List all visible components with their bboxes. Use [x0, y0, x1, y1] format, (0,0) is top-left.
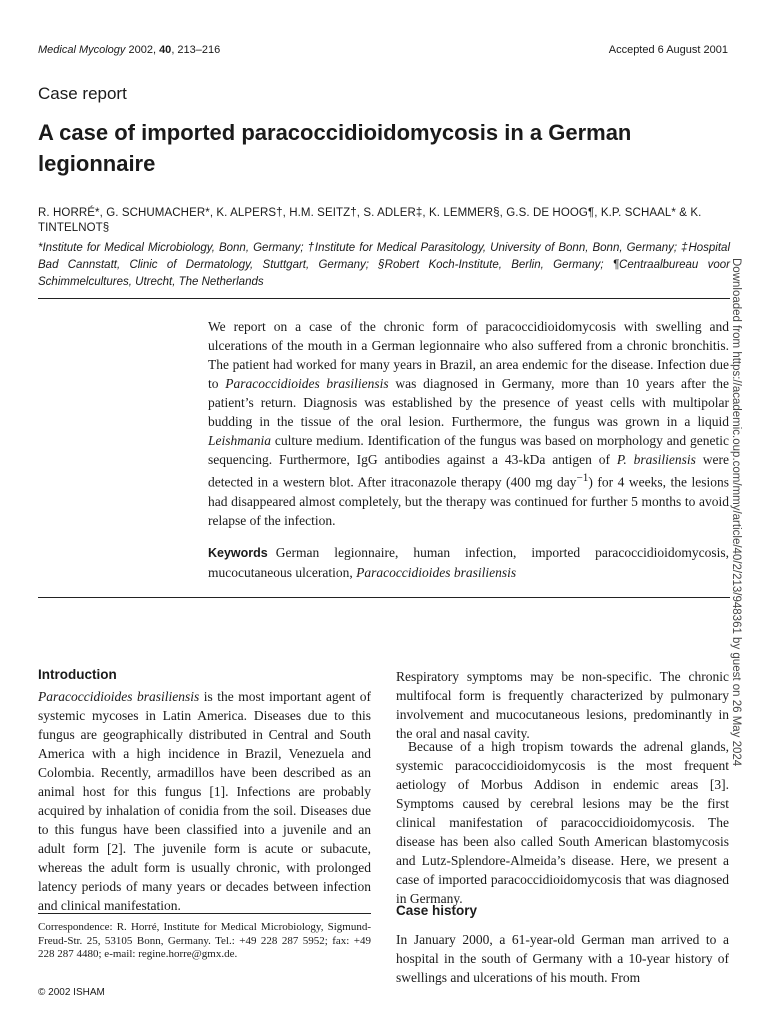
correspondence-footnote: Correspondence: R. Horré, Institute for Medical Microbiology, Sigmund-Freud-Str. 25, 53105 Bonn, Germany. Tel.: +49 228 287 5952; fax: +49 228 287 4480; e-mail: regine.horre@gmx.de.	[38, 921, 371, 960]
abstract-text: were detected in a western blot. After itraconazole therapy (400 mg day	[208, 452, 730, 490]
introduction-heading: Introduction	[38, 667, 117, 682]
citation-volume: 40	[159, 44, 172, 56]
citation-year: 2002,	[125, 44, 160, 56]
footnote-rule	[38, 913, 371, 914]
keywords-italic: Paracoccidioides brasiliensis	[356, 565, 517, 580]
right-column-paragraph-2: Because of a high tropism towards the adrenal glands, systemic paracoccidioidomycosis is the most frequent aetiology of Morbus Addison in endemic areas [3]. Symptoms caused by cerebral lesions may be the first clinical manifestation of paracoccidioidomycosis. The disease has been also called South American blastomycosis and Lutz-Splendore-Almeida’s disease. Here, we present a case of imported paracoccidioidomycosis that was diagnosed in Germany.	[396, 739, 729, 906]
author-list: R. HORRÉ*, G. SCHUMACHER*, K. ALPERS†, H.M. SEITZ†, S. ADLER‡, K. LEMMER§, G.S. DE HOOG¶, K.P. SCHAAL* & K. TINTELNOT§	[38, 207, 702, 234]
abstract-superscript: −1	[576, 472, 589, 484]
abstract	[208, 317, 729, 530]
download-watermark: Downloaded from https://academic.oup.com/mmy/article/40/2/213/948361 by guest on 26 May 2024	[730, 258, 742, 767]
introduction-body: is the most important agent of systemic mycoses in Latin America. Diseases due to this fungus are geographically distributed in Central and South America with a high incidence in Brazil, Venezuela and Colombia. Recently, armadillos have been described as an animal host for this fungus [1]. Infections are probably acquired by inhalation of conidia from the soil. Diseases due to this fungus have been classified into a juvenile and an adult form [2]. The juvenile form is acute or subacute, whereas the adult form is usually chronic, with prolonged latency periods of many years or decades between infection and clinical manifestation.	[38, 689, 371, 913]
keywords-label: Keywords	[208, 546, 268, 560]
abstract-rule-bottom	[38, 597, 730, 598]
abstract-text: culture medium. Identification of the fungus was based on morphology and genetic sequencing. Furthermore, IgG antibodies against a 43-kDa antigen of	[208, 433, 729, 467]
article-title: A case of imported paracoccidioidomycosis in a German legionnaire	[38, 120, 632, 176]
abstract-species-short: P. brasiliensis	[616, 452, 696, 467]
keywords-text: German legionnaire, human infection, imported paracoccidioidomycosis, mucocutaneous ulceration,	[208, 545, 729, 580]
abstract-rule-top	[38, 298, 730, 299]
abstract-species: Paracoccidioides brasiliensis	[225, 376, 389, 391]
abstract-text: ) for 4 weeks, the lesions had disappeared almost completely, but the therapy was continued for further 5 months to avoid relapse of the infection.	[208, 474, 729, 528]
affiliations: *Institute for Medical Microbiology, Bonn, Germany; †Institute for Medical Parasitology, University of Bonn, Bonn, Germany; ‡Hospital Bad Cannstatt, Clinic of Dermatology, Stuttgart, Germany; §Robert Koch-Institute, Berlin, Germany; ¶Centraalbureau voor Schimmelcultures, Utrecht, The Netherlands	[38, 242, 730, 288]
journal-name: Medical Mycology	[38, 44, 126, 56]
case-history-heading: Case history	[396, 903, 478, 918]
journal-citation	[38, 44, 220, 56]
case-history-text: In January 2000, a 61-year-old German man arrived to a hospital in the south of Germany with a 10-year history of swellings and ulcerations of his mouth. From	[396, 932, 729, 985]
keywords	[208, 543, 729, 582]
article-type: Case report	[38, 84, 127, 103]
introduction-text	[38, 687, 371, 915]
introduction-species: Paracoccidioides brasiliensis	[38, 689, 200, 704]
abstract-genus: Leishmania	[208, 433, 272, 448]
abstract-text: was diagnosed in Germany, more than 10 years after the patient’s return. Diagnosis was established by the presence of yeast cells with multipolar budding in the tissue of the oral lesion. Furthermore, the fungus was grown in a liquid	[208, 376, 729, 429]
copyright: © 2002 ISHAM	[38, 987, 105, 998]
abstract-text: We report on a case of the chronic form of paracoccidioidomycosis with swelling and ulcerations of the mouth in a German legionnaire who also suffered from a chronic bronchitis. The patient had worked for many years in Brazil, an area endemic for the disease. Infection due to	[208, 319, 729, 391]
accepted-date: Accepted 6 August 2001	[608, 44, 728, 56]
citation-pages: , 213–216	[171, 44, 221, 56]
right-column-paragraph-1: Respiratory symptoms may be non-specific. The chronic multifocal form is frequently characterized by pulmonary involvement and mucocutaneous lesions, predominantly in the oral and nasal cavity.	[396, 669, 729, 741]
